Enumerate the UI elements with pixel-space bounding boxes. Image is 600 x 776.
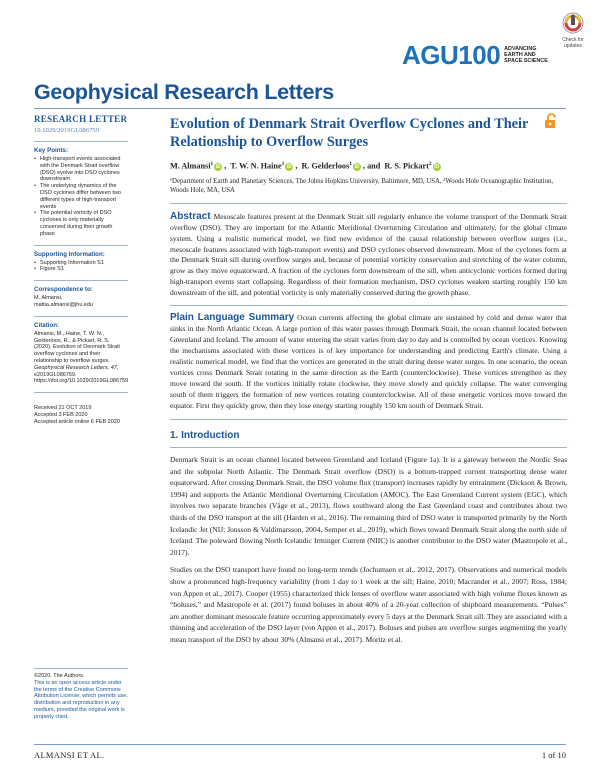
orcid-icon[interactable]: iD: [286, 163, 292, 170]
plain-language-summary: [170, 312, 567, 411]
supporting-info-item[interactable]: • Supporting Information S1: [34, 260, 128, 267]
orcid-icon[interactable]: iD: [354, 163, 360, 170]
footer-divider: [34, 744, 566, 745]
sidebar-divider: [34, 280, 128, 281]
orcid-icon[interactable]: iD: [434, 163, 440, 170]
date-online: Accepted article online 6 FEB 2020: [34, 418, 120, 425]
agu-logo: [402, 40, 548, 70]
sidebar-divider: [34, 392, 128, 393]
citation-doi[interactable]: , e2019GL086759. https://doi.org/10.1029/2019GL086759: [34, 364, 129, 385]
article-type: RESEARCH LETTER: [34, 114, 128, 124]
article-doi[interactable]: 10.1029/2019GL086759: [34, 127, 100, 134]
author-name[interactable]: R. Gelderloos: [301, 161, 350, 171]
correspondence-name: M. Almansi,: [34, 295, 63, 302]
author-entry: [230, 161, 299, 171]
agu-tagline-line: SPACE SCIENCE: [504, 58, 548, 64]
abstract-label: Abstract: [170, 210, 211, 222]
abstract: [170, 212, 567, 299]
author-affiliation-mark: 1: [281, 161, 285, 167]
key-point-item: • The potential vorticity of DSO cyclones is only materially conserved during their growth phase: [34, 210, 128, 237]
correspondence-heading: Correspondence to:: [34, 286, 93, 294]
citation-heading: Citation:: [34, 321, 60, 329]
agu-tagline-line: EARTH AND: [504, 52, 536, 58]
intro-paragraph: Denmark Strait is an ocean channel located between Greenland and Iceland (Figure 1a). It is a gateway between the Nordic Seas and the subpolar North Atlantic. The Denmark Strait overflow (DSO) is a bottom-trapped current transporting dense water equatorward. After crossing Denmark Strait, the DSO volume flux (transport) increases rapidly by entrainment (Dickson & Brown, 1994) and supports the Atlantic Meridional Overturning Circulation (AMOC). The East Greenland Current system (EGC), which involves two separate branches (Våge et al., 2013), flows southward along the East Greenland coast and contributes about two thirds of the DSO transport at the sill (Harden et al., 2016). The remaining third of DSO water is transported primarily by the North Icelandic Jet (NIJ; Jonsson & Valdimarsson, 2004, Semper et al., 2019), which flows toward Denmark Strait along the north side of Iceland. The poleward flowing North Icelandic Irminger Current (NIIC) is another contributor to the DSO water (Mastropole et al., 2017).: [170, 455, 567, 557]
correspondence-email[interactable]: mattia.almansi@jhu.edu: [34, 301, 94, 308]
author-list: [170, 161, 567, 171]
author-separator: ,: [224, 161, 229, 171]
footer-running-head: ALMANSI ET AL.: [34, 750, 105, 760]
author-name[interactable]: R. S. Pickart: [384, 161, 429, 171]
section-divider: [170, 203, 567, 204]
key-point-item: • High-transport events associated with the Denmark Strait overflow (DSO) evolve into DSO cyclones downstream: [34, 156, 128, 183]
pls-label: Plain Language Summary: [170, 312, 295, 324]
license-note: [34, 668, 128, 721]
sidebar-divider: [34, 141, 128, 142]
introduction-heading: 1. Introduction: [170, 430, 240, 442]
author-affiliation-mark: 1: [210, 161, 214, 167]
agu-logo-tagline: [504, 46, 548, 64]
citation-text: [34, 331, 128, 385]
author-affiliation-mark: 2: [428, 161, 432, 167]
check-updates-label: Check for updates: [562, 37, 584, 49]
sidebar-divider: [34, 668, 128, 669]
date-received: Received 21 OCT 2019: [34, 405, 92, 412]
date-accepted: Accepted 3 FEB 2020: [34, 411, 88, 418]
supporting-info-list: [34, 260, 128, 274]
sidebar: [34, 114, 128, 426]
license-text[interactable]: This is an open access article under the terms of the Creative Commons Attribution License, which permits use, distribution and reproduction in any medium, provided the original work is properly cited.: [34, 679, 128, 720]
author-entry: [301, 161, 382, 171]
check-for-updates-badge[interactable]: [559, 10, 587, 50]
affiliations: ¹Department of Earth and Planetary Sciences, The Johns Hopkins University, Baltimore, MD, USA, ²Woods Hole Oceanographic Institution, Woods Hole, MA, USA: [170, 177, 554, 194]
section-divider: [170, 305, 567, 306]
journal-title: Geophysical Research Letters: [34, 80, 334, 104]
citation-journal: Geophysical Research Letters, 47: [34, 364, 117, 371]
author-separator: ,: [295, 161, 300, 171]
author-entry: [384, 161, 442, 171]
author-entry: [170, 161, 228, 171]
agu-logo-word: AGU100: [402, 39, 501, 70]
key-points-list: [34, 156, 128, 238]
author-name[interactable]: T. W. N. Haine: [230, 161, 282, 171]
supporting-info-heading: Supporting Information:: [34, 250, 105, 258]
author-separator: , and: [362, 161, 383, 171]
intro-paragraph: Studies on the DSO transport have found no long-term trends (Jochumsen et al., 2012, 2017). Observations and numerical models show a pronounced high-frequency variability (from 1 day to 1 week at the sill; Haine, 2010; Macrander et al., 2007; Ross, 1984; von Appen et al., 2017). Cooper (1955) characterized thick lenses of overflow water associated with high volume fluxes known as “boluses,” and Mastropole et al. (2017) found boluses in about 40% of a 20-year collection of shipboard measurements. “Pulses” are another dominant mesoscale feature occurring approximately every 5 days at the Denmark Strait sill. They are associated with a thinning and acceleration of the DSO layer (von Appen et al., 2017). Boluses and pulses are overflow surges augmenting the yearly mean transport of the DSO by about 30% (Almansi et al., 2017). Moritz et al.: [170, 565, 567, 645]
sidebar-divider: [34, 316, 128, 317]
article-main: [170, 114, 567, 646]
header-divider: [34, 108, 566, 109]
citation-authors-title: Almansi, M., Haine, T. W. N., Gelderloos, R., & Pickart, R. S. (2020). Evolution of Denmark Strait overflow cyclones and their relationship to overflow surges.: [34, 330, 120, 364]
page-number: 1 of 10: [541, 750, 566, 760]
article-dates: [34, 405, 128, 425]
author-affiliation-mark: 1: [349, 161, 352, 167]
article-title: Evolution of Denmark Strait Overflow Cyclones and Their Relationship to Overflow Surges: [170, 116, 529, 150]
pls-text: Ocean currents affecting the global climate are sustained by cold and dense water that sinks in the North Atlantic Ocean. A large portion of this water passes through Denmark Strait, the ocean channel located between Greenland and Iceland. The amount of water entering the strait varies from day to day and is controlled by ocean vortices. Knowing the mechanisms associated with these vortices is of key importance for understanding and predicting Earth's climate. Using a realistic numerical model, we find that the vortices are generated in the strait during dense water surges. In one scenario, the ocean vortices cross Denmark Strait rotating in the same direction as the Earth (counterclockwise). These vortices strengthen as they move toward the south. If the vortices initially rotate clockwise, they move slowly and quickly collapse. The water converging south of them triggers the formation of new vortices rotating counterclockwise. All of these energetic vortices move toward the equator. First they quickly grow, then they lose energy starting roughly 150 km south of Denmark Strait.: [170, 313, 568, 411]
supporting-info-item[interactable]: • Figure S1: [34, 266, 128, 273]
sidebar-divider: [34, 245, 128, 246]
section-divider: [170, 447, 567, 448]
key-point-item: • The underlying dynamics of the DSO cyclones differ between two different types of high-transport events: [34, 183, 128, 210]
license-copyright: ©2020. The Authors.: [34, 673, 85, 679]
section-divider: [170, 419, 567, 420]
author-name[interactable]: M. Almansi: [170, 161, 211, 171]
agu-tagline-line: ADVANCING: [504, 46, 537, 52]
abstract-text: Mesoscale features present at the Denmark Strait sill regularly enhance the volume transport of the Denmark Strait overflow (DSO). They are important for the Atlantic Meridional Overturning Circulation and ultimately, for the global climate system. Using a realistic numerical model, we find new evidence of the causal relationship between overflow surges (i.e., mesoscale features associated with high-transport events) and DSO cyclones observed downstream. Most of the cyclones form at the Denmark Strait sill during overflow surges and, because of potential vorticity conservation and stretching of the water column, grow as they move equatorward. A fraction of the cyclones form downstream of the sill, when anticyclonic vortices formed during high-transport events start collapsing. Regardless of their formation mechanism, DSO cyclones weaken starting roughly 150 km downstream of the sill, and potential vorticity is only materially conserved during the growth phase.: [170, 211, 567, 298]
key-points-heading: Key Points:: [34, 147, 69, 154]
orcid-icon[interactable]: iD: [215, 163, 221, 170]
